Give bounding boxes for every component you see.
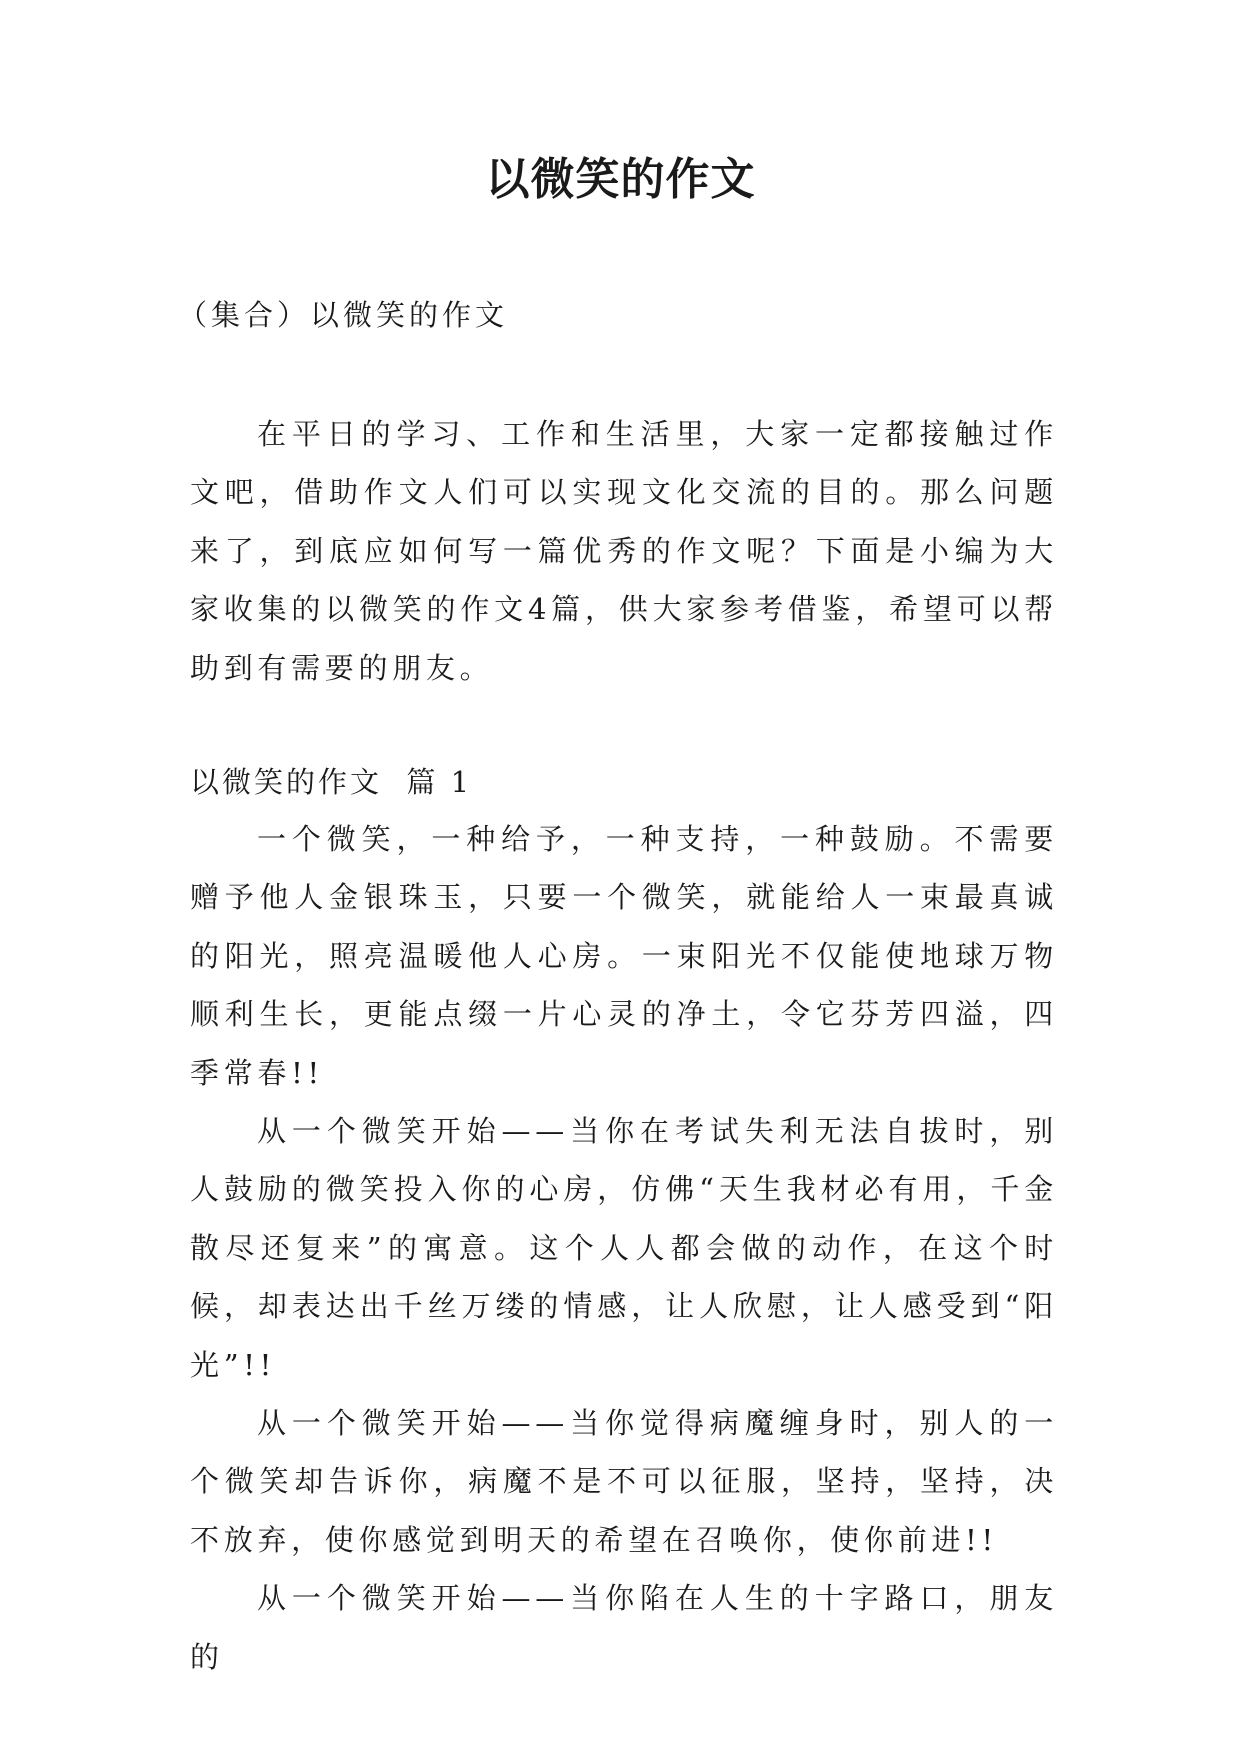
article-section [190,760,1058,1686]
body-paragraph: 从一个微笑开始——当你觉得病魔缠身时，别人的一个微笑却告诉你，病魔不是不可以征服，坚持，坚持，决不放弃，使你感觉到明天的希望在召唤你，使你前进!! [190,1406,1058,1557]
document-title: 以微笑的作文 [485,154,756,205]
section-heading: 以微笑的作文 篇 1 [190,765,473,799]
document-subtitle: （集合）以微笑的作文 [178,298,509,332]
body-paragraph: 从一个微笑开始——当你陷在人生的十字路口，朋友的 [190,1581,1058,1674]
body-paragraph: 从一个微笑开始——当你在考试失利无法自拔时，别人鼓励的微笑投入你的心房，仿佛“天生我材必有用，千金散尽还复来”的寓意。这个人人都会做的动作，在这个时候，却表达出千丝万缕的情感，让人欣慰，让人感受到“阳光”!! [190,1114,1058,1382]
intro-paragraph: 在平日的学习、工作和生活里，大家一定都接触过作文吧，借助作文人们可以实现文化交流的目的。那么问题来了，到底应如何写一篇优秀的作文呢？下面是小编为大家收集的以微笑的作文4篇，供大家参考借鉴，希望可以帮助到有需要的朋友。 [190,417,1058,685]
body-paragraph: 一个微笑，一种给予，一种支持，一种鼓励。不需要赠予他人金银珠玉，只要一个微笑，就能给人一束最真诚的阳光，照亮温暖他人心房。一束阳光不仅能使地球万物顺利生长，更能点缀一片心灵的净土，令它芬芳四溢，四季常春!! [190,822,1058,1090]
